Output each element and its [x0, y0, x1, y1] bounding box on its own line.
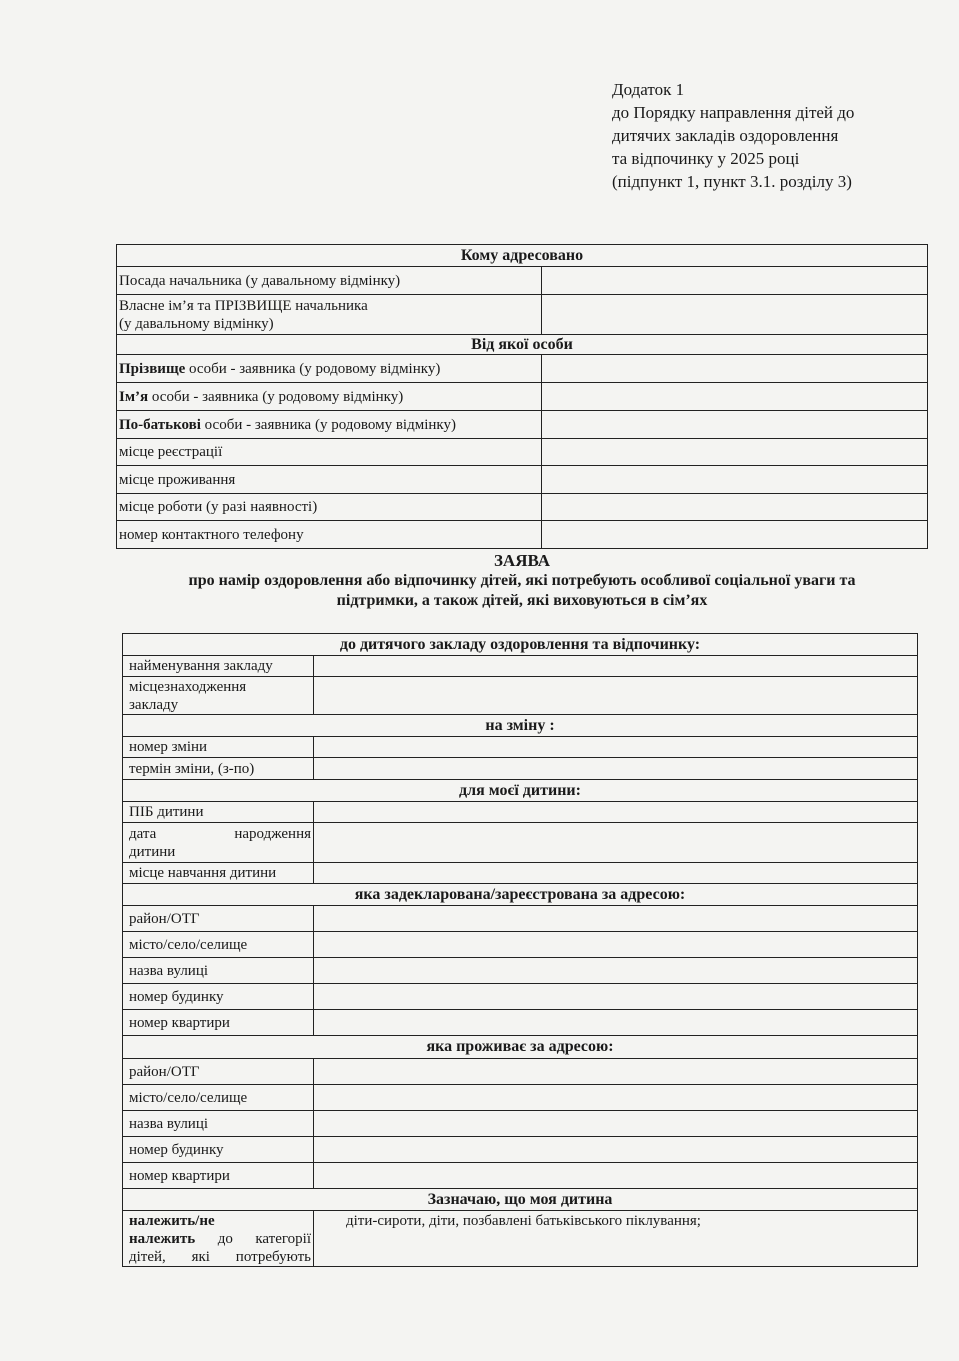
applicant-table [116, 244, 928, 549]
work-label: місце роботи (у разі наявності) [117, 494, 542, 521]
shift-term-label: термін зміни, (з-по) [123, 758, 314, 780]
registration-field[interactable] [542, 439, 928, 466]
category-label: належить/не належить до категорії дітей, які потребують [123, 1211, 314, 1267]
residence-house-field[interactable] [314, 1137, 918, 1163]
annex-line: та відпочинку у 2025 році [612, 149, 800, 168]
child-school-field[interactable] [314, 863, 918, 884]
residence-street-label: назва вулиці [123, 1111, 314, 1137]
application-table [122, 633, 918, 1267]
residence-street-field[interactable] [314, 1111, 918, 1137]
camp-location-label: місцезнаходження закладу [123, 677, 314, 715]
camp-name-label: найменування закладу [123, 656, 314, 677]
residence-address-header: яка проживає за адресою: [123, 1036, 918, 1059]
note-header: Зазначаю, що моя дитина [123, 1189, 918, 1211]
statement-title: ЗАЯВА про намір оздоровлення або відпочинку дітей, які потребують особливої соціальної уваги та підтримки, а також дітей, які виховуються в сім’ях [188, 551, 856, 609]
declared-district-label: район/ОТГ [123, 906, 314, 932]
firstname-field[interactable] [542, 383, 928, 411]
declared-apartment-label: номер квартири [123, 1010, 314, 1036]
child-birth-label: дата народження дитини [123, 823, 314, 863]
shift-number-field[interactable] [314, 737, 918, 758]
child-school-label: місце навчання дитини [123, 863, 314, 884]
residence-apartment-label: номер квартири [123, 1163, 314, 1189]
residence-city-label: місто/село/селище [123, 1085, 314, 1111]
residence-district-label: район/ОТГ [123, 1059, 314, 1085]
declared-address-header: яка задекларована/зареєстрована за адресою: [123, 884, 918, 906]
annex-line: Додаток 1 [612, 80, 685, 99]
child-header: для моєї дитини: [123, 780, 918, 802]
declared-city-label: місто/село/селище [123, 932, 314, 958]
camp-name-field[interactable] [314, 656, 918, 677]
residence-apartment-field[interactable] [314, 1163, 918, 1189]
residence-city-field[interactable] [314, 1085, 918, 1111]
declared-street-label: назва вулиці [123, 958, 314, 984]
shift-number-label: номер зміни [123, 737, 314, 758]
shift-term-field[interactable] [314, 758, 918, 780]
annex-line: дитячих закладів оздоровлення [612, 126, 839, 145]
declared-house-label: номер будинку [123, 984, 314, 1010]
phone-label: номер контактного телефону [117, 521, 542, 549]
residence-house-label: номер будинку [123, 1137, 314, 1163]
surname-field[interactable] [542, 355, 928, 383]
registration-label: місце реєстрації [117, 439, 542, 466]
annex-reference [612, 78, 932, 193]
head-name-label: Власне ім’я та ПРІЗВИЩЕ начальника (у давальному відмінку) [117, 295, 542, 335]
shift-header: на зміну : [123, 715, 918, 737]
camp-location-field[interactable] [314, 677, 918, 715]
declared-apartment-field[interactable] [314, 1010, 918, 1036]
head-name-field[interactable] [542, 295, 928, 335]
residence-label: місце проживання [117, 466, 542, 494]
position-field[interactable] [542, 267, 928, 295]
applicant-header: Від якої особи [117, 335, 928, 355]
patronymic-label: По-батькові особи - заявника (у родовому відмінку) [117, 411, 542, 439]
position-label: Посада начальника (у давальному відмінку) [117, 267, 542, 295]
camp-header: до дитячого закладу оздоровлення та відпочинку: [123, 634, 918, 656]
residence-district-field[interactable] [314, 1059, 918, 1085]
declared-city-field[interactable] [314, 932, 918, 958]
patronymic-field[interactable] [542, 411, 928, 439]
child-birth-field[interactable] [314, 823, 918, 863]
child-name-field[interactable] [314, 802, 918, 823]
declared-street-field[interactable] [314, 958, 918, 984]
category-orphans: діти-сироти, діти, позбавлені батьківського піклування; [314, 1211, 918, 1267]
work-field[interactable] [542, 494, 928, 521]
surname-label: Прізвище особи - заявника (у родовому відмінку) [117, 355, 542, 383]
annex-line: (підпункт 1, пункт 3.1. розділу 3) [612, 172, 852, 191]
firstname-label: Ім’я особи - заявника (у родовому відмінку) [117, 383, 542, 411]
addressee-header: Кому адресовано [117, 245, 928, 267]
annex-line: до Порядку направлення дітей до [612, 103, 855, 122]
phone-field[interactable] [542, 521, 928, 549]
declared-house-field[interactable] [314, 984, 918, 1010]
declared-district-field[interactable] [314, 906, 918, 932]
residence-field[interactable] [542, 466, 928, 494]
child-name-label: ПІБ дитини [123, 802, 314, 823]
